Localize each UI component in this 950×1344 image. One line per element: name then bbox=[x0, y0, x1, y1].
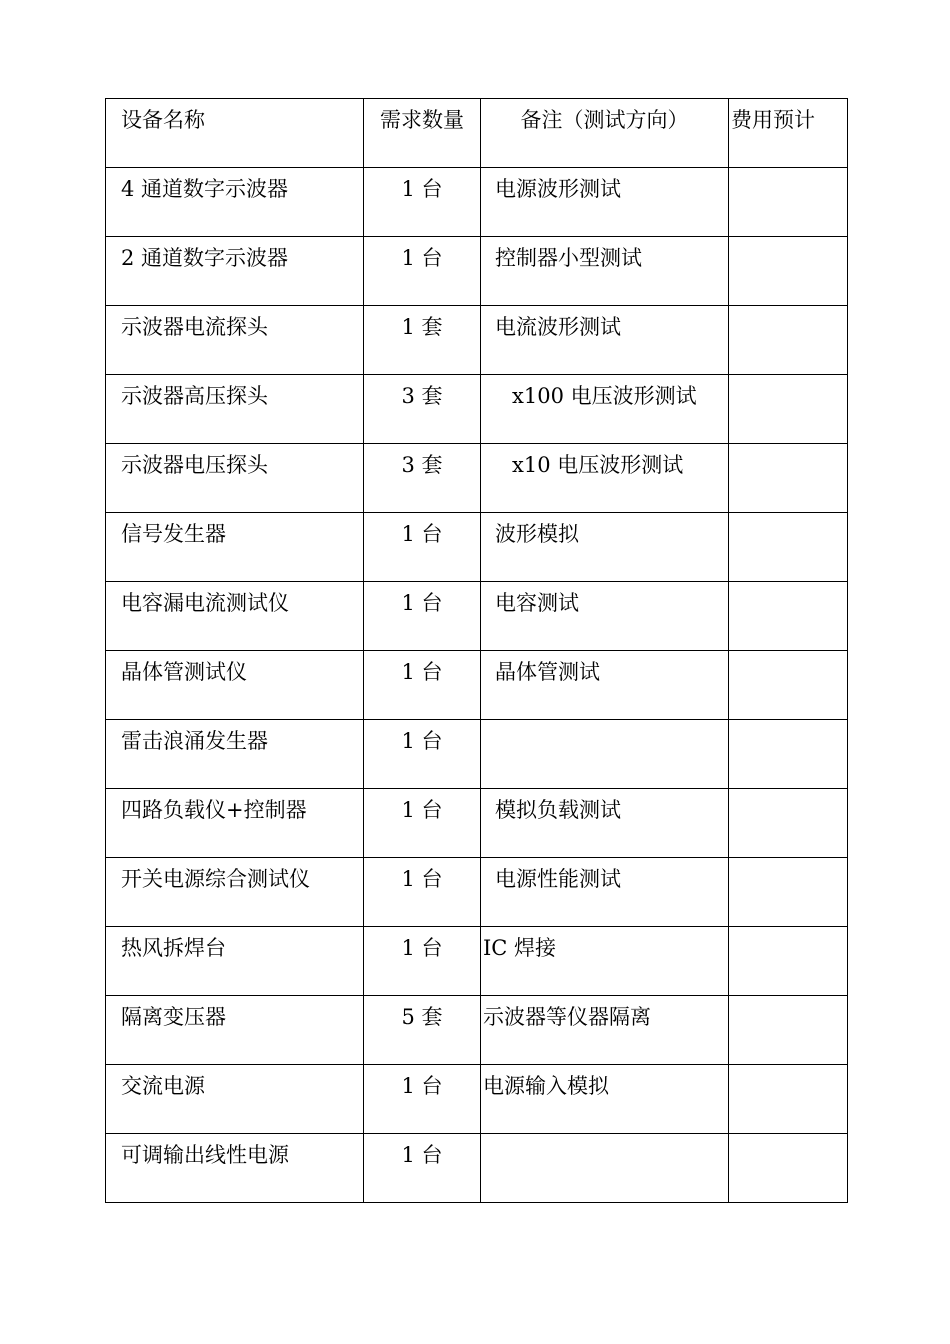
table-row bbox=[106, 444, 848, 513]
cell-qty bbox=[364, 168, 481, 237]
cell-note bbox=[481, 1134, 729, 1203]
cell-qty bbox=[364, 1065, 481, 1134]
cell-qty bbox=[364, 996, 481, 1065]
cell-name bbox=[106, 651, 364, 720]
cell-qty bbox=[364, 789, 481, 858]
cell-note bbox=[481, 375, 729, 444]
equipment-qty: 3 套 bbox=[401, 384, 443, 408]
equipment-note: 电源输入模拟 bbox=[483, 1074, 609, 1098]
equipment-note: 电容测试 bbox=[495, 591, 579, 615]
equipment-cost bbox=[729, 168, 847, 177]
cell-cost bbox=[729, 1134, 848, 1203]
cell-cost bbox=[729, 237, 848, 306]
equipment-name: 4 通道数字示波器 bbox=[121, 177, 289, 201]
equipment-note: IC 焊接 bbox=[483, 936, 557, 960]
cell-qty bbox=[364, 927, 481, 996]
equipment-qty: 5 套 bbox=[401, 1005, 443, 1029]
equipment-cost bbox=[729, 720, 847, 729]
table-row bbox=[106, 789, 848, 858]
cell-name bbox=[106, 720, 364, 789]
header-cost: 费用预计 bbox=[731, 108, 815, 132]
cell-note bbox=[481, 168, 729, 237]
cell-note bbox=[481, 927, 729, 996]
equipment-note: 控制器小型测试 bbox=[495, 246, 642, 270]
cell-note bbox=[481, 237, 729, 306]
cell-cost bbox=[729, 582, 848, 651]
equipment-name: 示波器电压探头 bbox=[121, 453, 268, 477]
cell-qty bbox=[364, 582, 481, 651]
cell-note bbox=[481, 789, 729, 858]
cell-note bbox=[481, 1065, 729, 1134]
cell-cost bbox=[729, 927, 848, 996]
equipment-qty: 1 台 bbox=[401, 591, 443, 615]
equipment-cost bbox=[729, 1134, 847, 1143]
equipment-name: 电容漏电流测试仪 bbox=[121, 591, 289, 615]
equipment-note: 波形模拟 bbox=[495, 522, 579, 546]
cell-cost bbox=[729, 651, 848, 720]
cell-name bbox=[106, 237, 364, 306]
equipment-cost bbox=[729, 237, 847, 246]
equipment-note: 电源性能测试 bbox=[495, 867, 621, 891]
cell-name bbox=[106, 1134, 364, 1203]
equipment-cost bbox=[729, 789, 847, 798]
equipment-qty: 1 台 bbox=[401, 867, 443, 891]
equipment-cost bbox=[729, 582, 847, 591]
equipment-qty: 1 台 bbox=[401, 177, 443, 201]
equipment-note: 电流波形测试 bbox=[495, 315, 621, 339]
equipment-cost bbox=[729, 996, 847, 1005]
cell-qty bbox=[364, 237, 481, 306]
equipment-name: 开关电源综合测试仪 bbox=[121, 867, 310, 891]
cell-name bbox=[106, 996, 364, 1065]
cell-cost bbox=[729, 444, 848, 513]
cell-name bbox=[106, 306, 364, 375]
table-row bbox=[106, 582, 848, 651]
cell-note bbox=[481, 651, 729, 720]
equipment-note: 电源波形测试 bbox=[495, 177, 621, 201]
cell-cost bbox=[729, 513, 848, 582]
cell-note bbox=[481, 996, 729, 1065]
cell-name bbox=[106, 1065, 364, 1134]
equipment-qty: 1 套 bbox=[401, 315, 443, 339]
header-cell-cost bbox=[729, 99, 848, 168]
cell-name bbox=[106, 444, 364, 513]
equipment-qty: 1 台 bbox=[401, 522, 443, 546]
equipment-name: 示波器电流探头 bbox=[121, 315, 268, 339]
table-row bbox=[106, 168, 848, 237]
cell-qty bbox=[364, 444, 481, 513]
cell-name bbox=[106, 168, 364, 237]
equipment-name: 交流电源 bbox=[121, 1074, 205, 1098]
table-row bbox=[106, 651, 848, 720]
cell-name bbox=[106, 858, 364, 927]
cell-qty bbox=[364, 858, 481, 927]
equipment-cost bbox=[729, 375, 847, 384]
table-row bbox=[106, 306, 848, 375]
header-cell-qty bbox=[364, 99, 481, 168]
equipment-cost bbox=[729, 513, 847, 522]
table-row bbox=[106, 720, 848, 789]
equipment-name: 晶体管测试仪 bbox=[121, 660, 247, 684]
table-row bbox=[106, 927, 848, 996]
cell-name bbox=[106, 513, 364, 582]
equipment-name: 2 通道数字示波器 bbox=[121, 246, 289, 270]
cell-qty bbox=[364, 306, 481, 375]
equipment-qty: 1 台 bbox=[401, 1143, 443, 1167]
equipment-name: 示波器高压探头 bbox=[121, 384, 268, 408]
equipment-qty: 1 台 bbox=[401, 1074, 443, 1098]
cell-name bbox=[106, 927, 364, 996]
table-row bbox=[106, 1065, 848, 1134]
cell-cost bbox=[729, 789, 848, 858]
cell-cost bbox=[729, 858, 848, 927]
cell-qty bbox=[364, 651, 481, 720]
cell-name bbox=[106, 789, 364, 858]
table-row bbox=[106, 996, 848, 1065]
equipment-table bbox=[105, 98, 848, 1203]
cell-name bbox=[106, 375, 364, 444]
cell-cost bbox=[729, 1065, 848, 1134]
table-row bbox=[106, 237, 848, 306]
cell-qty bbox=[364, 720, 481, 789]
equipment-name: 热风拆焊台 bbox=[121, 936, 226, 960]
equipment-note: x10 电压波形测试 bbox=[512, 453, 684, 477]
equipment-name: 可调输出线性电源 bbox=[121, 1143, 289, 1167]
equipment-cost bbox=[729, 858, 847, 867]
equipment-cost bbox=[729, 444, 847, 453]
cell-qty bbox=[364, 513, 481, 582]
equipment-cost bbox=[729, 651, 847, 660]
equipment-name: 信号发生器 bbox=[121, 522, 226, 546]
table-row bbox=[106, 1134, 848, 1203]
equipment-name: 雷击浪涌发生器 bbox=[121, 729, 268, 753]
table-row bbox=[106, 858, 848, 927]
header-cell-note bbox=[481, 99, 729, 168]
equipment-qty: 1 台 bbox=[401, 729, 443, 753]
equipment-name: 四路负载仪+控制器 bbox=[121, 798, 307, 822]
equipment-qty: 1 台 bbox=[401, 660, 443, 684]
header-note: 备注（测试方向） bbox=[520, 108, 689, 132]
cell-cost bbox=[729, 720, 848, 789]
equipment-cost bbox=[729, 1065, 847, 1074]
equipment-cost bbox=[729, 927, 847, 936]
cell-note bbox=[481, 858, 729, 927]
equipment-note bbox=[481, 720, 728, 729]
equipment-note: 晶体管测试 bbox=[495, 660, 600, 684]
cell-cost bbox=[729, 996, 848, 1065]
equipment-name: 隔离变压器 bbox=[121, 1005, 226, 1029]
equipment-note: x100 电压波形测试 bbox=[512, 384, 697, 408]
cell-note bbox=[481, 513, 729, 582]
table-row bbox=[106, 513, 848, 582]
equipment-qty: 1 台 bbox=[401, 246, 443, 270]
cell-qty bbox=[364, 1134, 481, 1203]
cell-note bbox=[481, 306, 729, 375]
table-header-row bbox=[106, 99, 848, 168]
cell-name bbox=[106, 582, 364, 651]
cell-cost bbox=[729, 375, 848, 444]
equipment-qty: 1 台 bbox=[401, 936, 443, 960]
equipment-qty: 1 台 bbox=[401, 798, 443, 822]
equipment-cost bbox=[729, 306, 847, 315]
cell-note bbox=[481, 582, 729, 651]
equipment-qty: 3 套 bbox=[401, 453, 443, 477]
cell-qty bbox=[364, 375, 481, 444]
equipment-note: 示波器等仪器隔离 bbox=[483, 1005, 651, 1029]
equipment-note: 模拟负载测试 bbox=[495, 798, 621, 822]
cell-note bbox=[481, 444, 729, 513]
header-name: 设备名称 bbox=[121, 108, 205, 132]
header-cell-name bbox=[106, 99, 364, 168]
cell-note bbox=[481, 720, 729, 789]
cell-cost bbox=[729, 306, 848, 375]
cell-cost bbox=[729, 168, 848, 237]
header-qty: 需求数量 bbox=[380, 108, 464, 132]
equipment-note bbox=[481, 1134, 728, 1143]
table-row bbox=[106, 375, 848, 444]
